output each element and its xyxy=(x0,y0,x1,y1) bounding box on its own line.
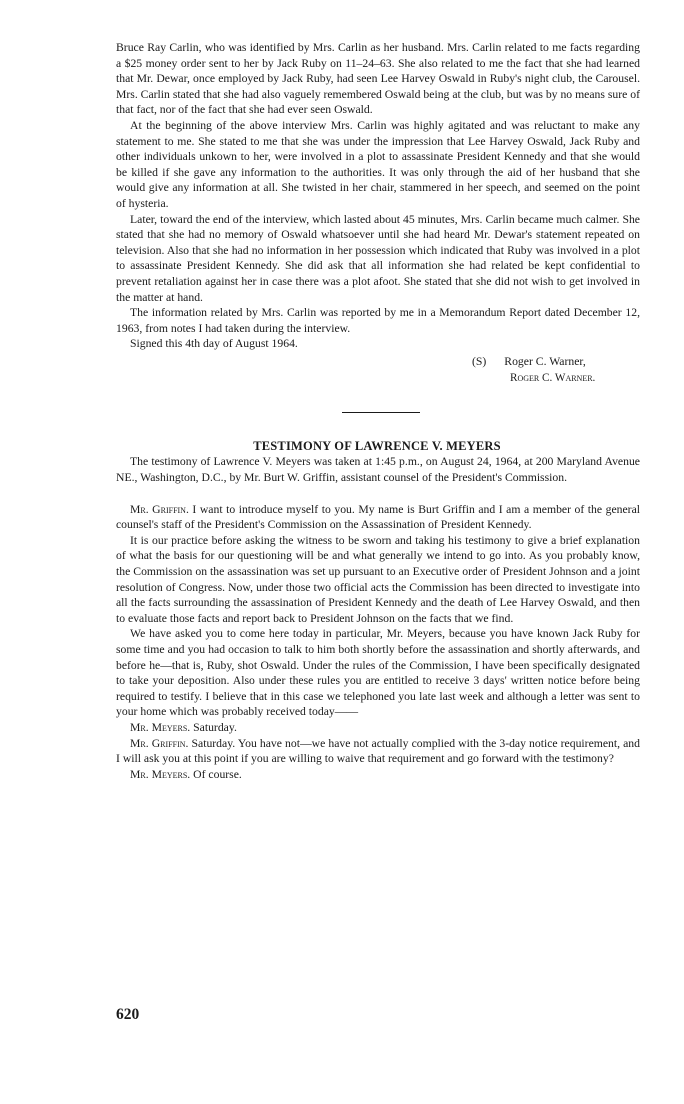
page-number: 620 xyxy=(116,1006,140,1023)
speaker-label: Mr. Meyers. xyxy=(130,767,191,781)
dialog-text: We have asked you to come here today in particular, Mr. Meyers, because you have known Jack Ruby for some time and you had occasion to talk to him both shortly before the assassination and shortly afterwards, and before he—that is, Ruby, shot Oswald. Under the rules of the Commission, I have been specifically designated to take your deposition. Also under these rules you are entitled to receive 3 days' written notice before being required to testify. I believe that in this case we telephoned you late last week and although a letter was sent to your home which was probably received today—— xyxy=(116,627,640,719)
paragraph: The information related by Mrs. Carlin was reported by me in a Memorandum Report dated December 12, 1963, from notes I had taken during the interview. xyxy=(116,306,640,335)
section-divider xyxy=(342,412,420,413)
dialog-text: I want to introduce myself to you. My name is Burt Griffin and I am a member of the general counsel's staff of the President's Commission on the Assassination of President Kennedy. xyxy=(116,502,640,532)
signature-block xyxy=(472,354,640,386)
document-page xyxy=(116,40,640,782)
speaker-label: Mr. Griffin. xyxy=(130,502,189,516)
paragraph: Later, toward the end of the interview, which lasted about 45 minutes, Mrs. Carlin became much calmer. She stated that she had no memory of Oswald whatsoever until she had heard Mr. Dewar's statement repeated on television. Also that she had no information in her possession which indicated that Ruby was involved in a plot to assassinate President Kennedy. She did ask that all information she had related be kept confidential to prevent retaliation against her in case there was a plot afoot. She stated that she did not wish to get involved in the matter at hand. xyxy=(116,212,640,304)
signature-mark: (S) xyxy=(472,354,487,368)
dialog-line xyxy=(116,626,640,720)
dialog-text: It is our practice before asking the witness to be sworn and taking his testimony to give a brief explanation of what the basis for our questioning will be and what generally we intend to go into. As you probably know, the Commission on the assassination was set up pursuant to an Executive order of President Johnson and a joint resolution of Congress. Now, under those two official acts the Commission has been directed to investigate into all the facts surrounding the assassination of President Kennedy and the death of Lee Harvey Oswald, and then to evaluate those facts and report back to President Johnson on the facts that we find. xyxy=(116,533,640,625)
section-title: TESTIMONY OF LAWRENCE V. MEYERS xyxy=(253,438,501,453)
continuation-paragraph: Bruce Ray Carlin, who was identified by Mrs. Carlin as her husband. Mrs. Carlin related to me facts regarding a $25 money order sent to her by Jack Ruby on 11–24–63. She also related to me the fact that she had learned that Mr. Dewar, once employed by Jack Ruby, had seen Lee Harvey Oswald in Ruby's night club, the Carousel. Mrs. Carlin stated that she had also vaguely remembered Oswald being at the club, but was by no means sure of that fact, nor of the fact that she had ever seen Oswald. xyxy=(116,41,640,117)
dialog-line xyxy=(116,767,640,783)
dialog-line xyxy=(116,720,640,736)
dialog-line xyxy=(116,502,640,533)
dialog-text: Of course. xyxy=(193,767,242,781)
dialog-text: Saturday. xyxy=(193,720,237,734)
dialog-line xyxy=(116,736,640,767)
speaker-label: Mr. Griffin. xyxy=(130,736,189,750)
signature-name: Roger C. Warner, xyxy=(504,354,586,368)
testimony-intro: The testimony of Lawrence V. Meyers was taken at 1:45 p.m., on August 24, 1964, at 200 Maryland Avenue NE., Washington, D.C., by Mr. Burt W. Griffin, assistant counsel of the President's Commission. xyxy=(116,455,640,485)
dialog-text: Saturday. You have not—we have not actually complied with the 3-day notice requirement, and I will ask you at this point if you are willing to waive that requirement and go forward with the testimony? xyxy=(116,736,640,766)
signed-date-line: Signed this 4th day of August 1964. xyxy=(130,337,298,351)
paragraph: At the beginning of the above interview Mrs. Carlin was highly agitated and was reluctant to make any statement to me. She stated to me that she was under the impression that Lee Harvey Oswald, Jack Ruby and other individuals unkown to her, were involved in a plot to assassinate President Kennedy and that she would be killed if she gave any information to the authorities. It was only through the aid of her husband that she would give any information at all. She twisted in her chair, stammered in her speech, and seemed on the point of hysteria. xyxy=(116,118,640,210)
speaker-label: Mr. Meyers. xyxy=(130,720,191,734)
testimony-dialog xyxy=(116,502,640,783)
dialog-line xyxy=(116,533,640,627)
signature-name-typed: Roger C. Warner. xyxy=(510,371,596,384)
